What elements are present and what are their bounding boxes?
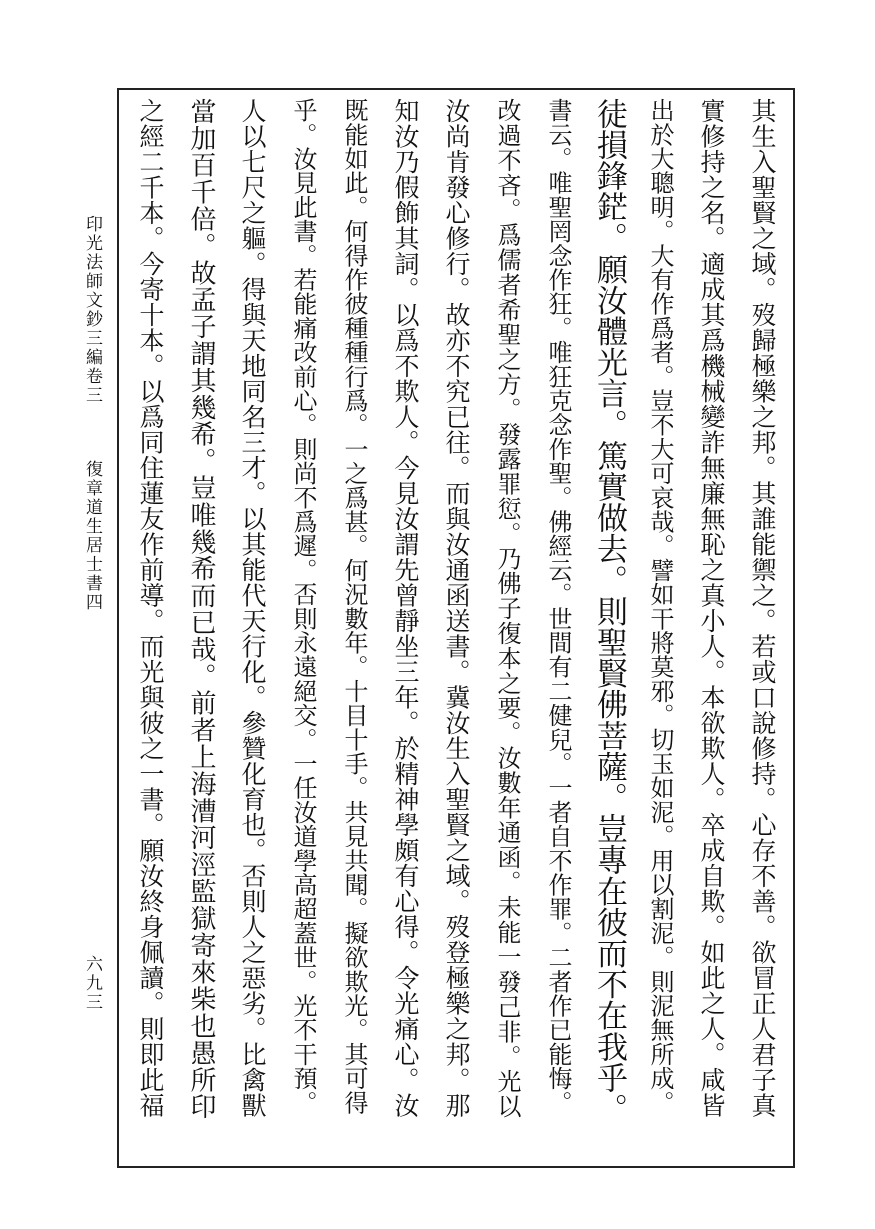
text-column: 汝尚肯發心修行。故亦不究已往。而與汝通函送書。冀汝生入聖賢之域。歿登極樂之邦。那 bbox=[442, 98, 471, 1118]
top-border-rule bbox=[117, 88, 795, 90]
text-column: 之經二千本。今寄十本。以爲同住蓮友作前導。而光與彼之一書。願汝終身佩讀。則即此福 bbox=[136, 98, 165, 1118]
margin-tick bbox=[117, 930, 119, 948]
bottom-border-rule bbox=[117, 1166, 795, 1168]
left-border-rule bbox=[117, 88, 119, 1168]
text-column: 既能如此。何得作彼種種行爲。一之爲甚。何況數年。十目十手。共見共聞。擬欲欺光。其可得 bbox=[340, 98, 368, 1115]
text-column: 當加百千倍。故孟子謂其幾希。豈唯幾希而已哉。前者上海漕河涇監獄寄來柴也愚所印 bbox=[186, 98, 216, 1121]
text-column: 人以七尺之軀。得與天地同名三才。以其能代天行化。參贊化育也。否則人之惡劣。比禽獸 bbox=[238, 98, 267, 1118]
margin-tick bbox=[117, 790, 119, 808]
text-column: 改過不吝。爲儒者希聖之方。發露罪愆。乃佛子復本之要。汝數年通函。未能一發己非。光以 bbox=[493, 98, 521, 1119]
book-title: 印光法師文鈔三編卷三 bbox=[82, 215, 102, 405]
margin-tick bbox=[117, 430, 119, 448]
page-number: 六九三 bbox=[82, 955, 102, 1012]
text-column: 乎。汝見此書。若能痛改前心。則尚不爲遲。否則永遠絕交。一任汝道學高超蓋世。光不干預。 bbox=[289, 98, 317, 1115]
text-column: 其生入聖賢之域。歿歸極樂之邦。其誰能禦之。若或口說修持。心存不善。欲冒正人君子真 bbox=[748, 98, 777, 1118]
text-column: 實修持之名。適成其爲機械變詐無廉無恥之真小人。本欲欺人。卒成自欺。如此之人。咸皆 bbox=[697, 98, 726, 1118]
text-column: 出於大聰明。大有作爲者。豈不大可哀哉。譬如干將莫邪。切玉如泥。用以割泥。則泥無所成。 bbox=[646, 98, 674, 1115]
right-border-rule bbox=[793, 88, 795, 1168]
text-column: 徒損鋒鋩。願汝體光言。篤實做去。則聖賢佛菩薩。豈專在彼而不在我乎。 bbox=[591, 98, 627, 1125]
text-column: 書云。唯聖罔念作狂。唯狂克念作聖。佛經云。世間有二健兒。一者自不作罪。二者作已能悔。 bbox=[544, 98, 572, 1115]
section-title: 復章道生居士書四 bbox=[82, 460, 102, 612]
text-column: 知汝乃假飾其詞。以爲不欺人。今見汝謂先曾靜坐三年。於精神學頗有心得。令光痛心。汝 bbox=[391, 98, 420, 1118]
